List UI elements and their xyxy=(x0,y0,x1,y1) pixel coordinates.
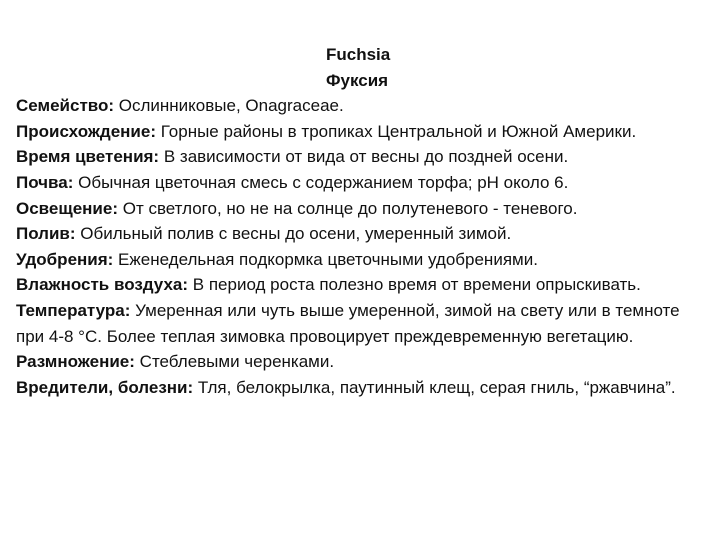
title-latin: Fuchsia xyxy=(326,45,391,64)
field-propagation xyxy=(16,349,704,375)
field-label: Влажность воздуха: xyxy=(16,275,189,295)
field-label: Происхождение: xyxy=(16,121,156,141)
field-fertilizer xyxy=(16,247,704,273)
field-label: Время цветения: xyxy=(16,147,160,167)
field-label: Семейство: xyxy=(16,96,115,116)
field-humidity xyxy=(16,272,704,298)
field-label: Температура: xyxy=(16,300,131,320)
field-text: Горные районы в тропиках Центральной и Южной Америки. xyxy=(156,121,637,141)
field-bloom-time xyxy=(16,144,704,170)
field-text: Стеблевыми черенками. xyxy=(134,352,335,372)
title-russian: Фуксия xyxy=(326,70,389,90)
field-pests xyxy=(16,375,704,401)
field-label: Полив: xyxy=(16,224,76,244)
field-text: Ослинниковые, Onagraceae. xyxy=(114,96,344,116)
field-label: Вредители, болезни: xyxy=(16,377,194,397)
field-text: Тля, белокрылка, паутинный клещ, серая гниль, “ржавчина”. xyxy=(193,377,676,397)
field-text: Умеренная или чуть выше умеренной, зимой на свету или в темноте при 4-8 °С. Более теплая зимовка провоцирует преждевременную вегетацию. xyxy=(16,300,680,346)
field-lighting xyxy=(16,196,704,222)
field-text: От светлого, но не на солнце до полутеневого - теневого. xyxy=(118,198,578,218)
field-label: Освещение: xyxy=(16,198,118,218)
field-text: В зависимости от вида от весны до поздней осени. xyxy=(159,147,569,167)
field-text: Обильный полив с весны до осени, умеренный зимой. xyxy=(75,224,512,244)
field-label: Почва: xyxy=(16,172,74,192)
field-text: В период роста полезно время от времени опрыскивать. xyxy=(188,275,641,295)
field-family xyxy=(16,93,704,119)
field-label: Удобрения: xyxy=(16,249,114,269)
field-origin xyxy=(16,119,704,145)
title-block xyxy=(326,42,704,93)
field-text: Еженедельная подкормка цветочными удобрениями. xyxy=(113,249,538,269)
field-temperature xyxy=(16,298,704,349)
field-text: Обычная цветочная смесь с содержанием торфа; pH около 6. xyxy=(73,172,569,192)
field-watering xyxy=(16,221,704,247)
field-soil xyxy=(16,170,704,196)
field-label: Размножение: xyxy=(16,352,135,372)
